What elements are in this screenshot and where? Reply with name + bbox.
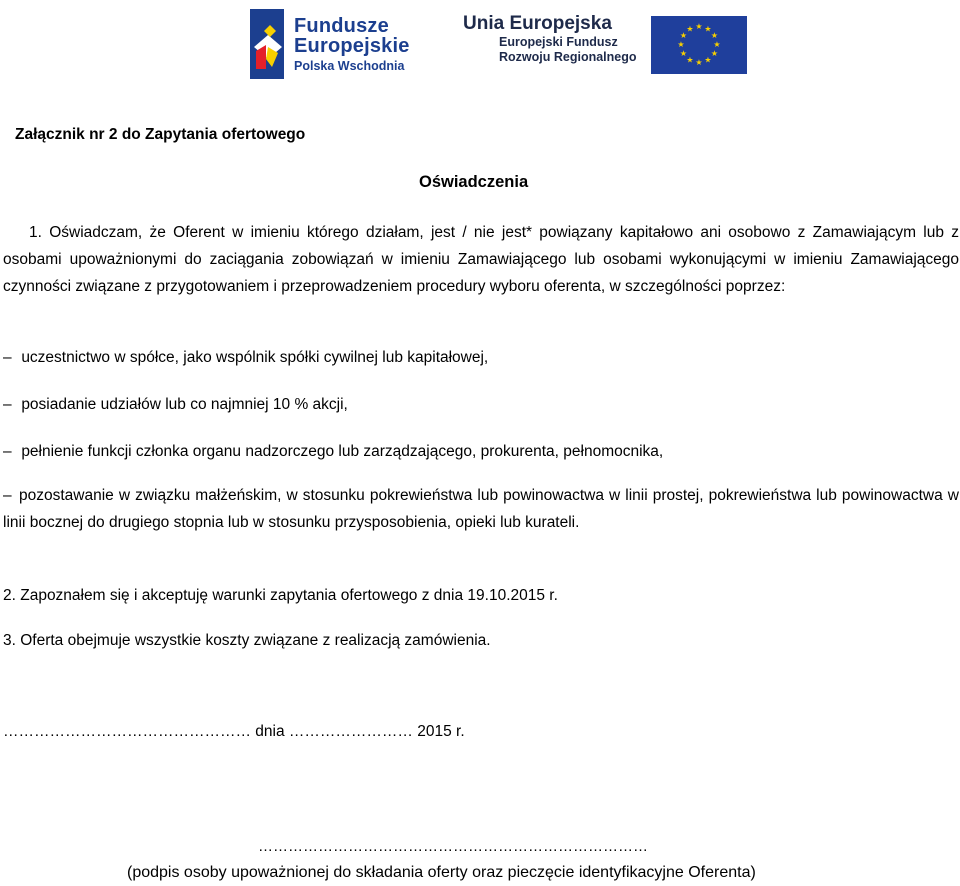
dash-marker: – [3, 487, 12, 504]
annex-title: Załącznik nr 2 do Zapytania ofertowego [15, 126, 306, 143]
place-date-line: ………………………………………… dnia …………………… 2015 r. [3, 723, 465, 740]
fundusze-europejskie-icon [248, 7, 286, 81]
svg-text:★: ★ [679, 31, 687, 40]
list-item [3, 438, 663, 465]
svg-text:★: ★ [685, 24, 694, 34]
svg-text:★: ★ [679, 49, 687, 58]
svg-text:★: ★ [710, 49, 718, 58]
signature-caption: (podpis osoby upoważnionej do składania oferty oraz pieczęcie identyfikacyjne Oferenta) [127, 864, 756, 881]
bullet-text: pozostawanie w związku małżeńskim, w stosunku pokrewieństwa lub powinowactwa w linii prostej, pokrewieństwa lub powinowactwa w linii bocznej do drugiego stopnia lub w stosunku przysposobienia, opieki lub kurateli. [3, 487, 959, 531]
list-item [3, 344, 488, 371]
bullet-text: pełnienie funkcji członka organu nadzorczego lub zarządzającego, prokurenta, pełnomocnika, [21, 443, 664, 460]
statement-1 [3, 219, 959, 300]
svg-text:★: ★ [710, 31, 718, 40]
unia-europejska-logo [463, 14, 747, 78]
fe-logo-line3: Polska Wschodnia [294, 58, 405, 73]
statement-1-text: 1. Oświadczam, że Oferent w imieniu którego działam, jest / nie jest* powiązany kapitałowo ani osobowo z Zamawiającym lub z osobami upoważnionymi do zaciągania zobowiązań w imieniu Zamawiającego lub osobami wykonującymi w imieniu Zamawiającego czynności związane z przygotowaniem i przeprowadzeniem procedury wyboru oferenta, w szczególności poprzez: [3, 224, 959, 295]
dash-marker: – [3, 396, 12, 413]
signature-line: …………………………………………………………………… [258, 838, 648, 855]
document-title: Oświadczenia [419, 173, 529, 191]
list-item [3, 482, 959, 536]
bullet-text: posiadanie udziałów lub co najmniej 10 % akcji, [21, 396, 348, 413]
svg-text:★: ★ [694, 58, 703, 67]
ue-logo-line3: Rozwoju Regionalnego [499, 50, 637, 65]
svg-text:★: ★ [694, 22, 703, 31]
svg-text:★: ★ [676, 40, 685, 49]
fe-logo-line1: Fundusze [294, 14, 389, 37]
fe-logo-line2: Europejskie [294, 34, 410, 57]
svg-text:★: ★ [703, 24, 712, 34]
ue-logo-line1: Unia Europejska [463, 13, 612, 34]
svg-text:★: ★ [712, 40, 721, 49]
svg-text:★: ★ [703, 55, 712, 65]
ue-logo-line2: Europejski Fundusz [499, 34, 618, 49]
list-item [3, 391, 348, 418]
bullet-text: uczestnictwo w spółce, jako wspólnik spółki cywilnej lub kapitałowej, [21, 349, 489, 366]
dash-marker: – [3, 443, 12, 460]
statement-3: 3. Oferta obejmuje wszystkie koszty związane z realizacją zamówienia. [3, 632, 491, 649]
fundusze-europejskie-logo [248, 6, 410, 82]
svg-text:★: ★ [685, 55, 694, 65]
statement-2: 2. Zapoznałem się i akceptuję warunki zapytania ofertowego z dnia 19.10.2015 r. [3, 587, 558, 604]
eu-flag-icon [651, 16, 747, 74]
dash-marker: – [3, 349, 12, 366]
